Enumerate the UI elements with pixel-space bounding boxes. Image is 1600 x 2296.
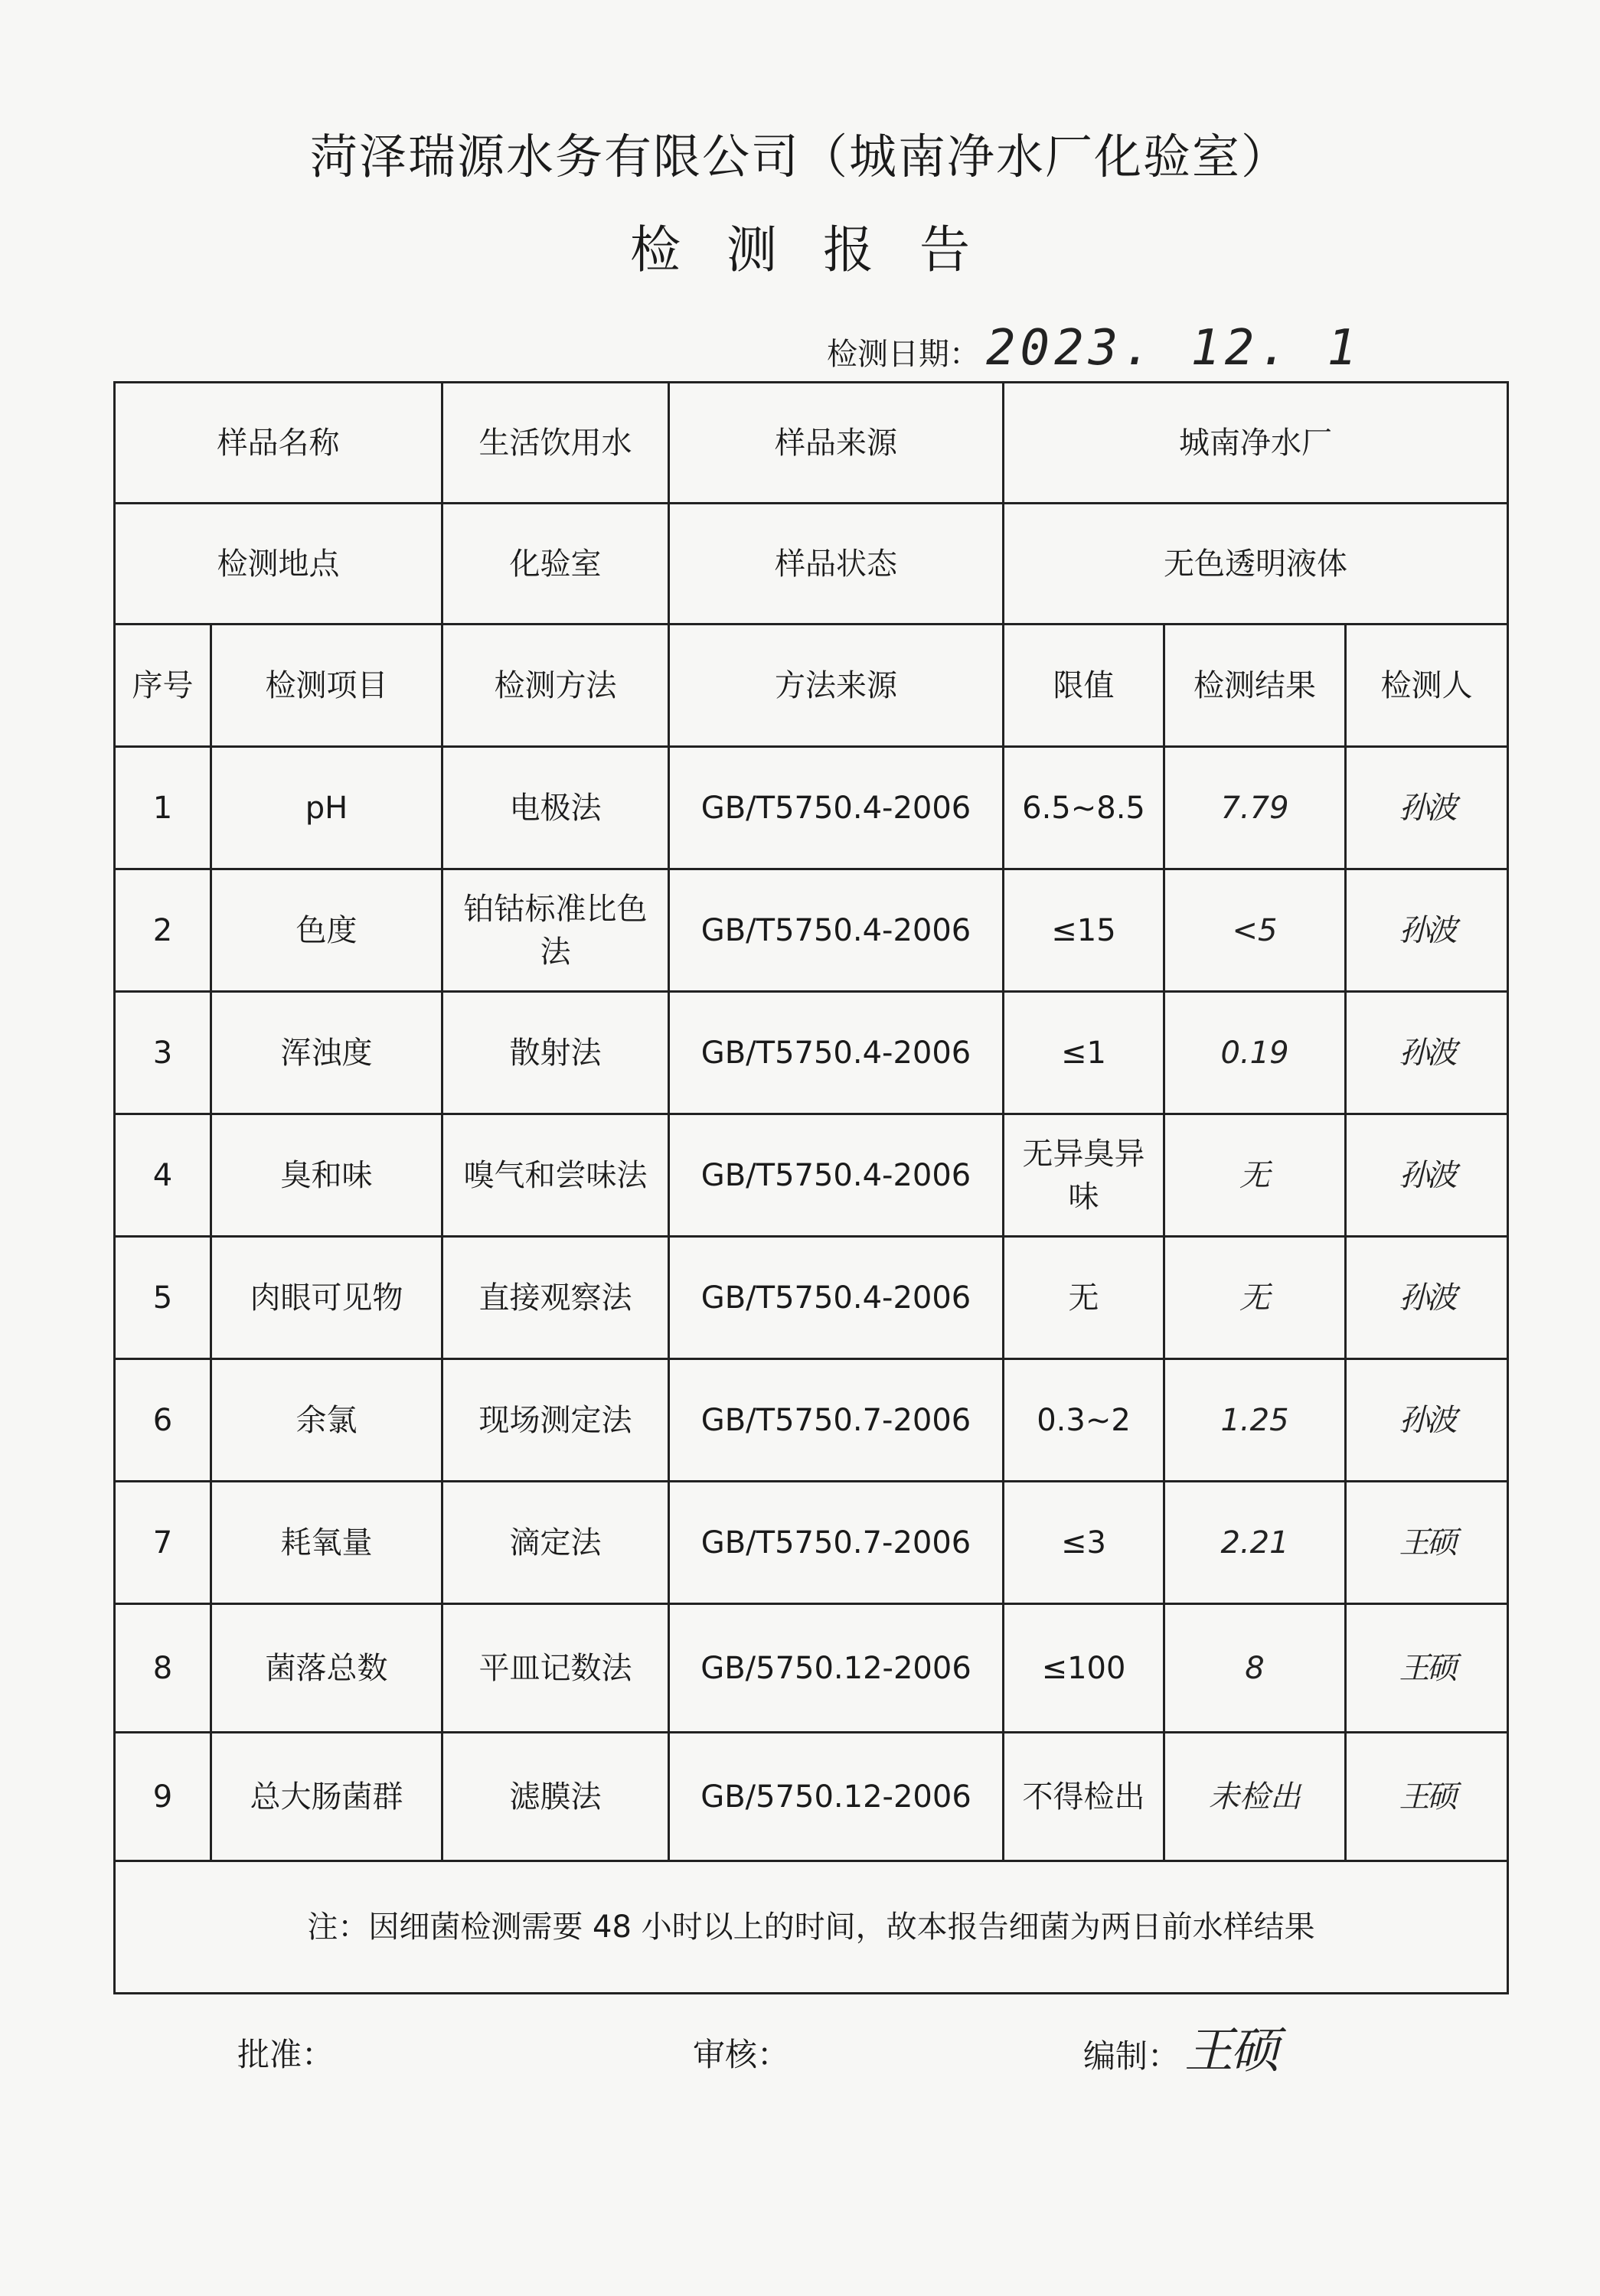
row-method: 现场测定法	[442, 1359, 669, 1482]
row-result: 1.25	[1164, 1359, 1346, 1482]
note-row	[115, 1861, 1508, 1994]
row-item: 耗氧量	[211, 1482, 442, 1604]
approve-field	[237, 2030, 334, 2076]
row-result: 无	[1164, 1114, 1346, 1237]
row-tester: 王硕	[1346, 1733, 1508, 1861]
col-header-tester: 检测人	[1346, 625, 1508, 747]
row-limit: ≤3	[1004, 1482, 1164, 1604]
row-method: 滤膜法	[442, 1733, 669, 1861]
info-row-2	[115, 504, 1508, 625]
row-item: 色度	[211, 869, 442, 992]
table-row	[115, 1237, 1508, 1359]
row-no: 8	[115, 1604, 211, 1733]
row-source: GB/5750.12-2006	[669, 1733, 1004, 1861]
row-source: GB/T5750.4-2006	[669, 747, 1004, 869]
row-result: 8	[1164, 1604, 1346, 1733]
row-limit: ≤15	[1004, 869, 1164, 992]
table-row	[115, 1604, 1508, 1733]
test-date-value: 2023. 12. 1	[986, 320, 1361, 377]
table-row	[115, 1114, 1508, 1237]
row-source: GB/T5750.7-2006	[669, 1359, 1004, 1482]
compile-field	[1083, 2011, 1276, 2082]
table-row	[115, 869, 1508, 992]
test-date	[827, 320, 1361, 377]
row-limit: 无	[1004, 1237, 1164, 1359]
table-header-row	[115, 625, 1508, 747]
row-result: 2.21	[1164, 1482, 1346, 1604]
review-label: 审核：	[693, 2036, 790, 2073]
sample-source-value: 城南净水厂	[1004, 383, 1508, 504]
approve-label: 批准：	[237, 2036, 335, 2073]
row-source: GB/T5750.7-2006	[669, 1482, 1004, 1604]
row-result: 未检出	[1164, 1733, 1346, 1861]
sample-state-value: 无色透明液体	[1004, 504, 1508, 625]
col-header-result: 检测结果	[1164, 625, 1346, 747]
info-row-1	[115, 383, 1508, 504]
compile-label: 编制：	[1083, 2037, 1180, 2075]
row-item: pH	[211, 747, 442, 869]
row-limit: 0.3~2	[1004, 1359, 1164, 1482]
test-location-value: 化验室	[442, 504, 669, 625]
row-source: GB/T5750.4-2006	[669, 1114, 1004, 1237]
row-item: 臭和味	[211, 1114, 442, 1237]
test-date-label: 检测日期：	[827, 337, 980, 372]
row-result: 0.19	[1164, 992, 1346, 1114]
row-source: GB/T5750.4-2006	[669, 992, 1004, 1114]
row-limit: 不得检出	[1004, 1733, 1164, 1861]
row-method: 滴定法	[442, 1482, 669, 1604]
col-header-method: 检测方法	[442, 625, 669, 747]
row-limit: 6.5~8.5	[1004, 747, 1164, 869]
test-location-label: 检测地点	[115, 504, 442, 625]
row-tester: 孙波	[1346, 869, 1508, 992]
row-method: 铂钴标准比色法	[442, 869, 669, 992]
row-item: 总大肠菌群	[211, 1733, 442, 1861]
row-tester: 王硕	[1346, 1482, 1508, 1604]
row-method: 嗅气和尝味法	[442, 1114, 669, 1237]
row-tester: 孙波	[1346, 1359, 1508, 1482]
col-header-item: 检测项目	[211, 625, 442, 747]
col-header-no: 序号	[115, 625, 211, 747]
row-tester: 孙波	[1346, 1114, 1508, 1237]
row-item: 浑浊度	[211, 992, 442, 1114]
company-title: 菏泽瑞源水务有限公司（城南净水厂化验室）	[309, 129, 1290, 184]
report-title: 检测报告	[630, 220, 1016, 279]
sample-source-label: 样品来源	[669, 383, 1004, 504]
sample-state-label: 样品状态	[669, 504, 1004, 625]
review-field	[693, 2030, 789, 2076]
row-limit: 无异臭异味	[1004, 1114, 1164, 1237]
row-method: 平皿记数法	[442, 1604, 669, 1733]
row-no: 1	[115, 747, 211, 869]
row-no: 9	[115, 1733, 211, 1861]
row-no: 6	[115, 1359, 211, 1482]
table-row	[115, 1359, 1508, 1482]
row-no: 3	[115, 992, 211, 1114]
row-method: 直接观察法	[442, 1237, 669, 1359]
row-tester: 孙波	[1346, 1237, 1508, 1359]
row-item: 菌落总数	[211, 1604, 442, 1733]
row-source: GB/T5750.4-2006	[669, 869, 1004, 992]
table-row	[115, 1482, 1508, 1604]
row-source: GB/T5750.4-2006	[669, 1237, 1004, 1359]
report-table	[113, 381, 1509, 1994]
row-result: <5	[1164, 869, 1346, 992]
note-text: 注：因细菌检测需要 48 小时以上的时间，故本报告细菌为两日前水样结果	[115, 1861, 1508, 1994]
sample-name-label: 样品名称	[115, 383, 442, 504]
row-item: 肉眼可见物	[211, 1237, 442, 1359]
compile-signature: 王硕	[1184, 2023, 1277, 2079]
row-tester: 王硕	[1346, 1604, 1508, 1733]
table-row	[115, 1733, 1508, 1861]
table-row	[115, 992, 1508, 1114]
row-method: 电极法	[442, 747, 669, 869]
row-no: 2	[115, 869, 211, 992]
row-no: 4	[115, 1114, 211, 1237]
row-no: 5	[115, 1237, 211, 1359]
row-no: 7	[115, 1482, 211, 1604]
col-header-source: 方法来源	[669, 625, 1004, 747]
row-tester: 孙波	[1346, 992, 1508, 1114]
row-tester: 孙波	[1346, 747, 1508, 869]
row-source: GB/5750.12-2006	[669, 1604, 1004, 1733]
col-header-limit: 限值	[1004, 625, 1164, 747]
row-item: 余氯	[211, 1359, 442, 1482]
row-result: 7.79	[1164, 747, 1346, 869]
row-limit: ≤1	[1004, 992, 1164, 1114]
row-limit: ≤100	[1004, 1604, 1164, 1733]
sample-name-value: 生活饮用水	[442, 383, 669, 504]
row-method: 散射法	[442, 992, 669, 1114]
row-result: 无	[1164, 1237, 1346, 1359]
table-row	[115, 747, 1508, 869]
